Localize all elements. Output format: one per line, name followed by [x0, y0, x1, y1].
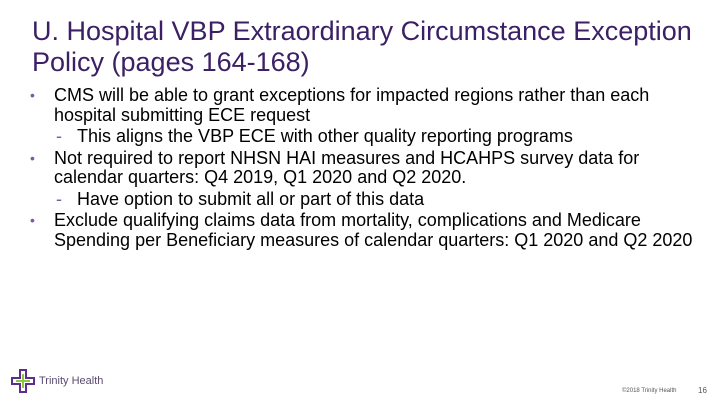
bullet-list — [30, 86, 700, 252]
bullet-icon: • — [30, 149, 35, 166]
copyright-text: ©2018 Trinity Health — [622, 388, 677, 394]
logo-text: Trinity Health — [39, 375, 104, 387]
dash-icon: - — [56, 188, 62, 209]
sub-bullet-item — [30, 127, 700, 147]
bullet-text: CMS will be able to grant exceptions for impacted regions rather than each hospital submitting ECE request — [54, 85, 650, 125]
bullet-item — [30, 149, 700, 188]
dash-icon: - — [56, 126, 62, 146]
slide-title: U. Hospital VBP Extraordinary Circumstance Exception Policy (pages 164-168) — [32, 16, 692, 77]
trinity-health-logo — [10, 368, 103, 394]
bullet-item — [30, 211, 700, 250]
bullet-item — [30, 86, 700, 125]
bullet-text: Exclude qualifying claims data from mortality, complications and Medicare Spending per Beneficiary measures of calendar quarters: Q1 2020 and Q2 2020 — [54, 210, 693, 250]
bullet-icon: • — [30, 87, 35, 103]
trinity-cross-icon — [10, 368, 36, 394]
sub-bullet-text: This aligns the VBP ECE with other quality reporting programs — [77, 126, 573, 146]
bullet-text: Not required to report NHSN HAI measures and HCAHPS survey data for calendar quarters: Q4 2019, Q1 2020 and Q2 2020. — [54, 147, 640, 187]
sub-bullet-text: Have option to submit all or part of this data — [77, 188, 425, 209]
page-number: 16 — [698, 386, 707, 395]
sub-bullet-item — [30, 190, 700, 210]
bullet-icon: • — [30, 212, 35, 228]
